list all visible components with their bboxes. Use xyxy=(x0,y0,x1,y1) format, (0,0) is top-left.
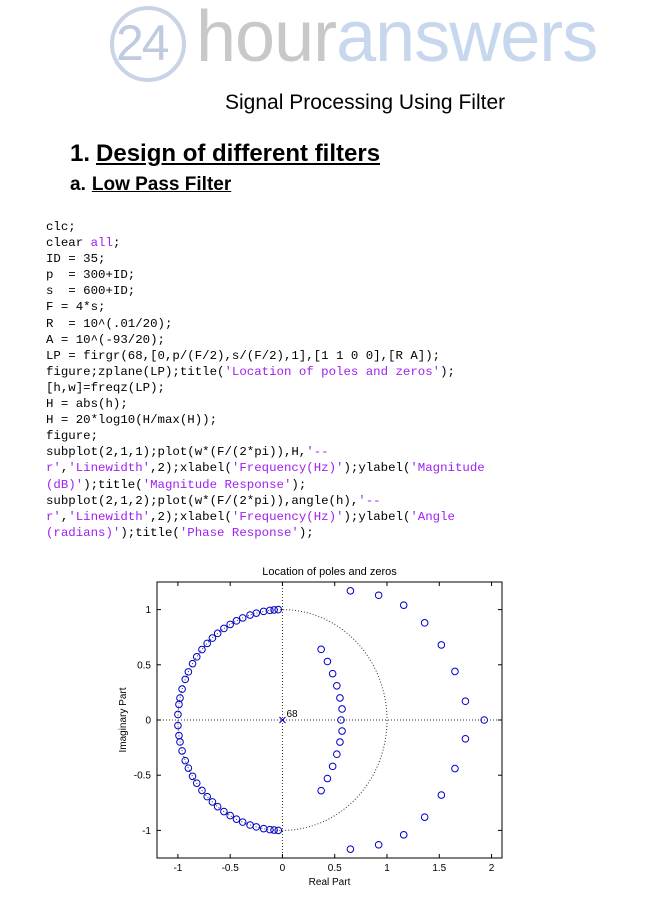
code-line xyxy=(46,251,485,267)
zero-marker xyxy=(438,792,445,799)
code-text: p = 300+ID; xyxy=(46,268,136,283)
code-string: 'Linewidth' xyxy=(68,509,151,524)
y-tick-label: 0 xyxy=(145,715,151,727)
code-string: 'Magnitude Response' xyxy=(142,477,292,492)
code-string: 'Linewidth' xyxy=(68,461,151,476)
pole-zero-plot xyxy=(112,560,532,896)
zero-marker xyxy=(339,728,346,735)
code-text: ,2);xlabel( xyxy=(150,461,232,476)
zero-marker xyxy=(275,827,282,834)
zero-marker xyxy=(329,670,336,677)
code-text: figure;zplane(LP);title( xyxy=(46,364,225,379)
code-line xyxy=(46,283,485,299)
code-string: 'Frequency(Hz)' xyxy=(231,509,344,524)
code-string: 'Angle xyxy=(410,509,455,524)
zero-marker xyxy=(182,757,189,764)
code-text: clear xyxy=(46,236,91,251)
zero-marker xyxy=(329,763,336,770)
code-line xyxy=(46,412,485,428)
code-text: [h,w]=freqz(LP); xyxy=(46,380,165,395)
x-tick-label: -1 xyxy=(173,863,183,874)
y-tick-label: -1 xyxy=(142,825,151,837)
code-block xyxy=(46,219,485,541)
code-text: subplot(2,1,1);plot(w*(F/(2*pi)),H, xyxy=(46,445,307,460)
y-tick-label: -0.5 xyxy=(133,770,151,782)
zero-marker xyxy=(221,625,228,632)
zero-marker xyxy=(199,646,206,653)
code-text: subplot(2,1,2);plot(w*(F/(2*pi)),angle(h), xyxy=(46,493,359,508)
code-string: r' xyxy=(46,509,61,524)
zero-marker xyxy=(375,841,382,848)
pole-multiplicity-label: 68 xyxy=(286,709,298,720)
zero-marker xyxy=(334,751,341,758)
zero-marker xyxy=(347,588,354,595)
zero-marker xyxy=(227,812,234,819)
subsection-label: Low Pass Filter xyxy=(91,174,232,195)
zero-marker xyxy=(247,612,254,619)
zero-marker xyxy=(339,706,346,713)
section-label: Design of different filters xyxy=(96,140,381,167)
code-text: , xyxy=(60,509,69,524)
code-text: );ylabel( xyxy=(343,461,411,476)
zero-marker xyxy=(209,635,216,642)
code-line xyxy=(46,219,485,235)
x-tick-label: 1 xyxy=(384,863,390,874)
y-axis-label: Imaginary Part xyxy=(118,687,129,753)
code-string: all xyxy=(90,236,113,251)
code-text: H = abs(h); xyxy=(46,397,128,412)
zero-marker xyxy=(253,610,260,617)
subsection-heading xyxy=(70,174,231,196)
zero-marker xyxy=(452,765,459,772)
code-string: 'Magnitude xyxy=(410,461,485,476)
code-text: R = 10^(.01/20); xyxy=(46,316,173,331)
document-title: Signal Processing Using Filter xyxy=(225,91,506,114)
zero-marker xyxy=(179,686,186,693)
x-tick-label: -0.5 xyxy=(221,863,239,874)
x-tick-label: 0 xyxy=(279,863,286,874)
code-line xyxy=(46,235,485,251)
zero-marker xyxy=(185,765,192,772)
code-string: '-- xyxy=(358,493,381,508)
code-string: 'Phase Response' xyxy=(179,525,299,540)
zero-marker xyxy=(324,658,331,665)
zero-marker xyxy=(318,787,325,794)
code-text: );ylabel( xyxy=(343,509,411,524)
code-text: ); xyxy=(298,525,314,540)
code-text: );title( xyxy=(120,525,180,540)
code-text: clc; xyxy=(46,220,76,234)
zero-marker xyxy=(318,646,325,653)
zero-marker xyxy=(239,819,246,826)
y-tick-label: 0.5 xyxy=(137,660,151,672)
zero-marker xyxy=(227,621,234,628)
code-text: s = 600+ID; xyxy=(46,284,136,299)
code-line xyxy=(46,525,485,541)
zero-marker xyxy=(462,698,469,705)
code-line xyxy=(46,380,485,396)
watermark-number: 24 xyxy=(116,15,168,71)
code-line xyxy=(46,267,485,283)
x-tick-label: 2 xyxy=(488,863,495,874)
zero-marker xyxy=(334,682,341,689)
zero-marker xyxy=(400,832,407,839)
code-text: F = 4*s; xyxy=(46,300,106,315)
zero-marker xyxy=(185,669,192,676)
code-text: LP = firgr(68,[0,p/(F/2),s/(F/2),1],[1 1 0 0],[R A]); xyxy=(46,348,441,363)
chart-title: Location of poles and zeros xyxy=(262,566,397,578)
watermark-logo xyxy=(110,2,610,82)
code-line xyxy=(46,348,485,364)
zero-marker xyxy=(189,773,196,780)
section-heading xyxy=(70,140,380,168)
code-text: ); xyxy=(291,477,307,492)
code-string: 'Frequency(Hz)' xyxy=(231,461,344,476)
code-text: H = 20*log10(H/max(H)); xyxy=(46,413,218,428)
code-text: , xyxy=(60,461,69,476)
code-line xyxy=(46,493,485,509)
watermark-word-hour: hour xyxy=(196,0,337,77)
zero-marker xyxy=(214,803,221,810)
code-string: 'Location of poles and zeros' xyxy=(224,364,441,379)
zero-marker xyxy=(175,722,182,729)
code-line xyxy=(46,299,485,315)
code-text: ; xyxy=(112,236,121,251)
zero-marker xyxy=(337,695,344,702)
code-string: (radians)' xyxy=(46,525,121,540)
code-text: figure; xyxy=(46,429,99,444)
code-text: ); xyxy=(440,364,455,379)
zero-marker xyxy=(204,640,211,647)
watermark-word-answers: answers xyxy=(336,0,598,77)
code-line xyxy=(46,364,485,380)
code-line xyxy=(46,428,485,444)
code-line xyxy=(46,396,485,412)
pole-zero-svg xyxy=(112,560,532,896)
zero-marker xyxy=(375,592,382,599)
code-line xyxy=(46,316,485,332)
y-tick-label: 1 xyxy=(145,605,151,617)
zero-marker xyxy=(452,668,459,675)
code-text: A = 10^(-93/20); xyxy=(46,332,165,347)
x-tick-label: 1.5 xyxy=(432,863,447,874)
zero-marker xyxy=(193,654,200,661)
subsection-number: a. xyxy=(70,174,86,195)
code-string: '-- xyxy=(306,445,329,460)
code-line xyxy=(46,332,485,348)
code-line xyxy=(46,509,485,525)
x-tick-label: 0.5 xyxy=(327,863,342,874)
zero-marker xyxy=(421,620,428,627)
code-line xyxy=(46,460,485,476)
watermark-word xyxy=(196,0,597,78)
code-string: r' xyxy=(46,461,61,476)
zero-marker xyxy=(324,775,331,782)
zero-marker xyxy=(462,735,469,742)
zero-marker xyxy=(204,793,211,800)
zero-marker xyxy=(347,846,354,853)
zero-marker xyxy=(438,642,445,649)
code-line xyxy=(46,444,485,460)
code-line xyxy=(46,477,485,493)
code-string: (dB)' xyxy=(46,477,84,492)
x-axis-label: Real Part xyxy=(308,877,351,888)
zero-marker xyxy=(400,602,407,609)
zero-marker xyxy=(233,618,240,625)
section-number: 1. xyxy=(70,140,91,167)
zero-marker xyxy=(421,814,428,821)
zero-marker xyxy=(337,739,344,746)
code-text: ID = 35; xyxy=(46,252,106,267)
zero-marker xyxy=(176,701,183,708)
code-text: ,2);xlabel( xyxy=(150,509,232,524)
code-text: );title( xyxy=(83,477,143,492)
